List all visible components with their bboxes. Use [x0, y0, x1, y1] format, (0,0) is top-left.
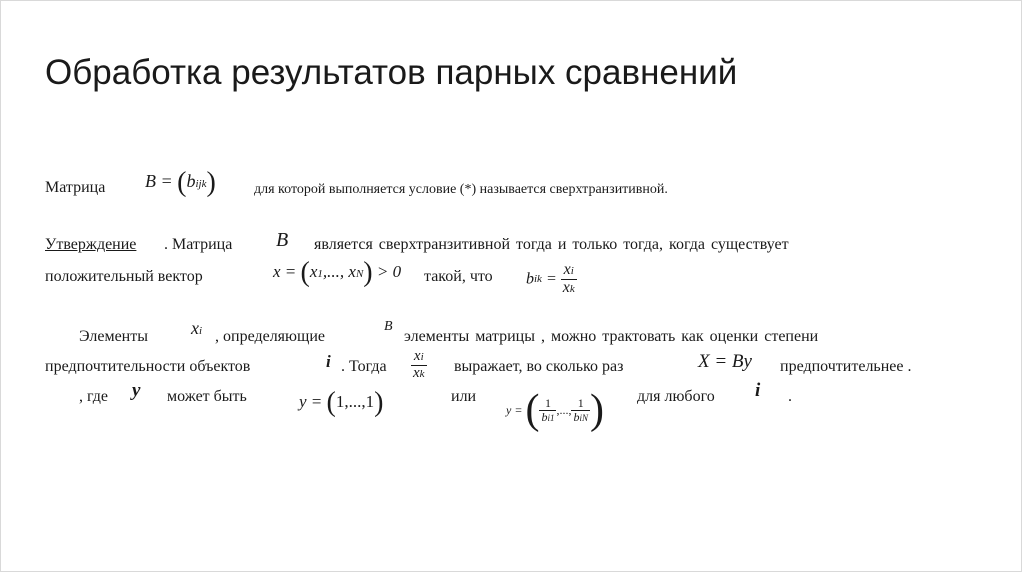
statement-text-2: является сверхтранзитивной тогда и только тогда, когда существует [314, 236, 789, 253]
frac-num-sub: i [570, 265, 574, 277]
var-i-objects: i [326, 352, 331, 371]
frac-1-bi1 [539, 397, 556, 423]
vec-rhs: > 0 [372, 261, 402, 281]
statement-label: Утверждение [45, 236, 137, 253]
text-matrix-lead: Матрица [45, 179, 106, 196]
y1-lhs: y = [299, 391, 327, 411]
y2-mid: ,..., [556, 403, 572, 417]
elements-text-2: , определяющие [215, 328, 325, 345]
statement-text-4: такой, что [424, 268, 493, 285]
paren-right: ) [363, 257, 373, 288]
text-condition: для которой выполняется условие (*) называется сверхтранзитивной. [254, 182, 668, 197]
paren-right: ) [589, 387, 604, 433]
fraction-xi-xk-2 [411, 349, 427, 382]
xi-var: x [191, 318, 199, 338]
slide-title: Обработка результатов парных сравнений [45, 53, 738, 92]
last-text-5: . [788, 388, 792, 405]
y2-den1: b [541, 409, 548, 424]
var-i-any: i [755, 380, 761, 401]
bik-eq: = [541, 270, 561, 288]
formula-bik [526, 262, 577, 297]
var-b-statement: B [276, 229, 289, 251]
frac2-num-sub: i [420, 351, 424, 363]
frac2-num: x [413, 348, 421, 364]
var-b-elements: B [384, 319, 393, 334]
vec-x1: x [309, 261, 318, 281]
formula-positive-vector [273, 259, 401, 287]
vec-mid: ,..., x [322, 261, 356, 281]
elements-text-1: Элементы [79, 328, 148, 345]
y2-den2: b [573, 409, 580, 424]
paren-left: ( [177, 167, 187, 198]
vec-lhs: x = [273, 261, 301, 281]
formula-y-reciprocal [506, 389, 604, 431]
bik-sub: ik [534, 272, 542, 285]
var-xi [191, 319, 202, 337]
elements-text-4: предпочтительности объектов [45, 358, 251, 375]
frac-den: x [562, 278, 570, 296]
paren-left: ( [525, 387, 540, 433]
vec-subN: N [355, 267, 364, 280]
elements-text-3: элементы матрицы , можно трактовать как оценки степени [404, 328, 819, 345]
y1-inner: 1,...,1 [335, 391, 375, 411]
elements-text-7: предпочтительнее . [780, 358, 912, 375]
paren-right: ) [374, 387, 384, 418]
y2-lhs: y = [506, 403, 526, 417]
formula-x-by: X = By [698, 351, 752, 372]
y2-num2: 1 [577, 395, 584, 410]
frac2-den-sub: k [419, 367, 425, 380]
formula-y-ones [299, 389, 383, 417]
fraction-xi-xk [561, 262, 577, 297]
fraction-body [411, 349, 427, 382]
last-text-1: , где [79, 388, 109, 405]
formula-b-sub: ijk [195, 178, 207, 191]
frac2-den: x [413, 364, 420, 381]
vec-sub1: 1 [317, 267, 323, 280]
last-text-3: или [451, 388, 477, 405]
formula-b-var: b [186, 171, 196, 192]
statement-text-3: положительный вектор [45, 268, 203, 285]
y2-den2-sub: iN [579, 412, 588, 423]
y2-den1-sub: i1 [547, 412, 555, 423]
frac-num: x [563, 261, 571, 278]
paren-right: ) [206, 167, 216, 198]
last-text-4: для любого [637, 388, 715, 405]
y2-num1: 1 [544, 395, 551, 410]
frac-1-biN [571, 397, 590, 423]
elements-text-5: . Тогда [341, 358, 387, 375]
var-y: y [132, 380, 141, 401]
formula-b-matrix [145, 169, 216, 197]
formula-b-lhs: B = [145, 171, 178, 192]
frac-den-sub: k [569, 282, 575, 295]
last-text-2: может быть [167, 388, 247, 405]
paren-left: ( [326, 387, 336, 418]
paren-left: ( [300, 257, 310, 288]
statement-text-1: . Матрица [164, 236, 233, 253]
bik-var: b [526, 270, 534, 288]
xi-sub: i [199, 325, 203, 337]
elements-text-6: выражает, во сколько раз [454, 358, 624, 375]
